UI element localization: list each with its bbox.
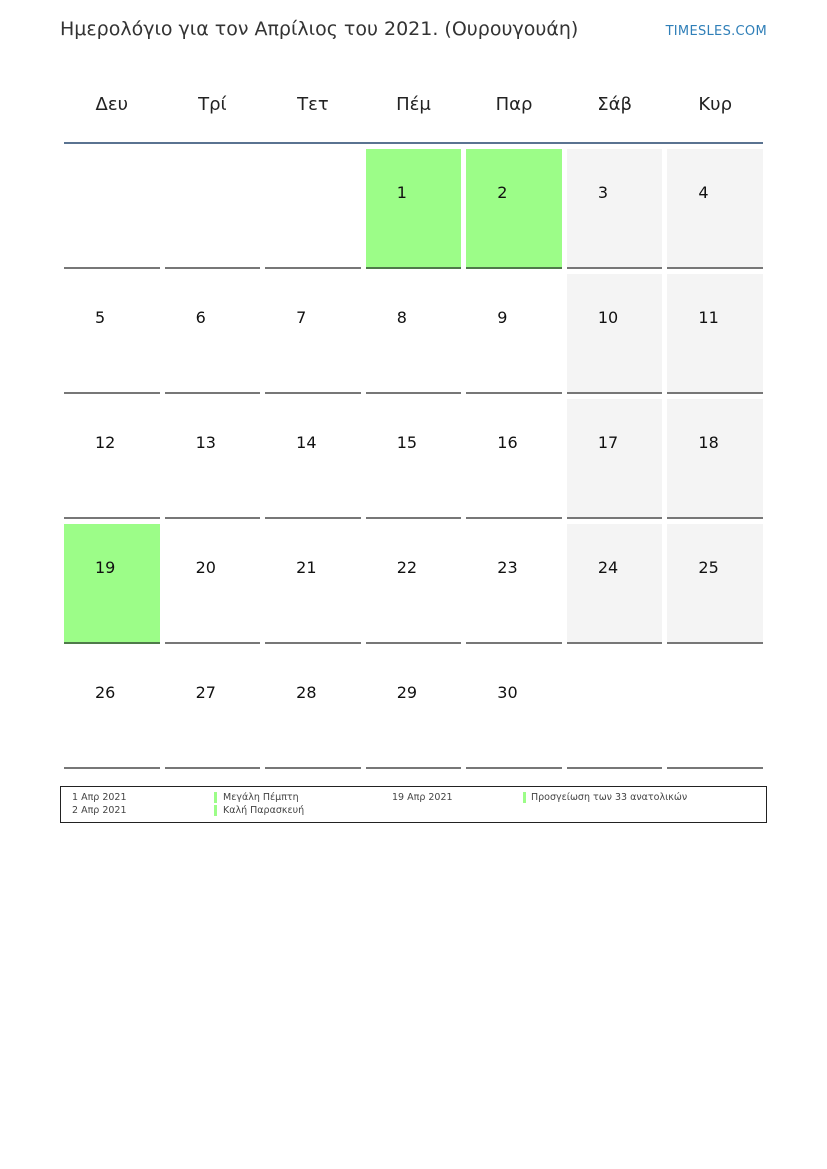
day-cell [366, 399, 462, 519]
day-cell [165, 649, 261, 769]
day-number: 22 [396, 558, 418, 577]
day-cell [64, 649, 160, 769]
brand-link[interactable]: TIMESLES.COM [665, 24, 767, 39]
day-cell [466, 149, 562, 269]
day-number: 1 [396, 183, 407, 202]
day-cell [265, 524, 361, 644]
calendar-grid [64, 149, 763, 769]
legend-date: 1 Απρ 2021 [72, 792, 127, 803]
day-cell [64, 274, 160, 394]
day-number: 5 [95, 308, 106, 327]
day-number: 10 [597, 308, 619, 327]
empty-day-cell [265, 149, 361, 269]
day-cell [466, 649, 562, 769]
day-cell [366, 524, 462, 644]
empty-day-cell [567, 649, 663, 769]
day-cell [466, 274, 562, 394]
page-title: Ημερολόγιο για τον Απρίλιος του 2021. (Ουρουγουάη) [60, 18, 579, 40]
day-cell [667, 399, 763, 519]
holiday-marker [214, 805, 217, 816]
day-number: 7 [296, 308, 307, 327]
day-number: 21 [296, 558, 317, 577]
weekday-header [64, 80, 763, 144]
day-cell [466, 399, 562, 519]
weekday-sun: Κυρ [698, 93, 733, 115]
weekday-fri: Παρ [495, 93, 533, 115]
day-cell [366, 649, 462, 769]
day-cell [567, 149, 663, 269]
day-number: 24 [597, 558, 619, 577]
day-number: 13 [195, 433, 216, 452]
day-number: 23 [497, 558, 518, 577]
day-cell [64, 399, 160, 519]
legend-date: 19 Απρ 2021 [392, 792, 453, 803]
day-number: 6 [195, 308, 206, 327]
day-cell [265, 274, 361, 394]
day-number: 12 [95, 433, 116, 452]
day-number: 16 [497, 433, 518, 452]
holiday-marker [214, 792, 217, 803]
day-number: 9 [497, 308, 508, 327]
day-cell [165, 524, 261, 644]
day-number: 4 [698, 183, 709, 202]
day-number: 15 [396, 433, 418, 452]
legend-holiday-name: Μεγάλη Πέμπτη [223, 792, 299, 803]
empty-day-cell [667, 649, 763, 769]
day-number: 11 [698, 308, 719, 327]
day-cell [667, 149, 763, 269]
day-number: 14 [296, 433, 317, 452]
day-cell [265, 399, 361, 519]
day-number: 25 [698, 558, 719, 577]
holiday-legend [60, 786, 767, 823]
day-cell [265, 649, 361, 769]
holiday-marker [523, 792, 526, 803]
day-cell [366, 274, 462, 394]
day-number: 28 [296, 683, 317, 702]
day-cell [165, 399, 261, 519]
legend-holiday-name: Προσγείωση των 33 ανατολικών [531, 792, 688, 803]
weekday-wed: Τετ [297, 93, 329, 115]
day-cell [667, 274, 763, 394]
day-cell [567, 524, 663, 644]
day-number: 26 [95, 683, 116, 702]
empty-day-cell [165, 149, 261, 269]
day-number: 3 [597, 183, 609, 202]
day-number: 20 [195, 558, 216, 577]
day-cell [567, 274, 663, 394]
day-number: 2 [497, 183, 508, 202]
day-number: 30 [497, 683, 518, 702]
weekday-tue: Τρί [198, 93, 227, 115]
day-cell [667, 524, 763, 644]
day-number: 29 [396, 683, 418, 702]
weekday-sat: Σάβ [597, 93, 632, 115]
day-cell [567, 399, 663, 519]
legend-date: 2 Απρ 2021 [72, 805, 127, 816]
day-cell [64, 524, 160, 644]
day-cell [466, 524, 562, 644]
weekday-mon: Δευ [95, 93, 129, 115]
day-number: 27 [195, 683, 216, 702]
day-number: 18 [698, 433, 719, 452]
day-number: 17 [597, 433, 619, 452]
empty-day-cell [64, 149, 160, 269]
day-cell [366, 149, 462, 269]
legend-holiday-name: Καλή Παρασκευή [223, 805, 305, 816]
day-number: 19 [95, 558, 116, 577]
day-number: 8 [396, 308, 407, 327]
day-cell [165, 274, 261, 394]
weekday-thu: Πέμ [396, 93, 431, 115]
